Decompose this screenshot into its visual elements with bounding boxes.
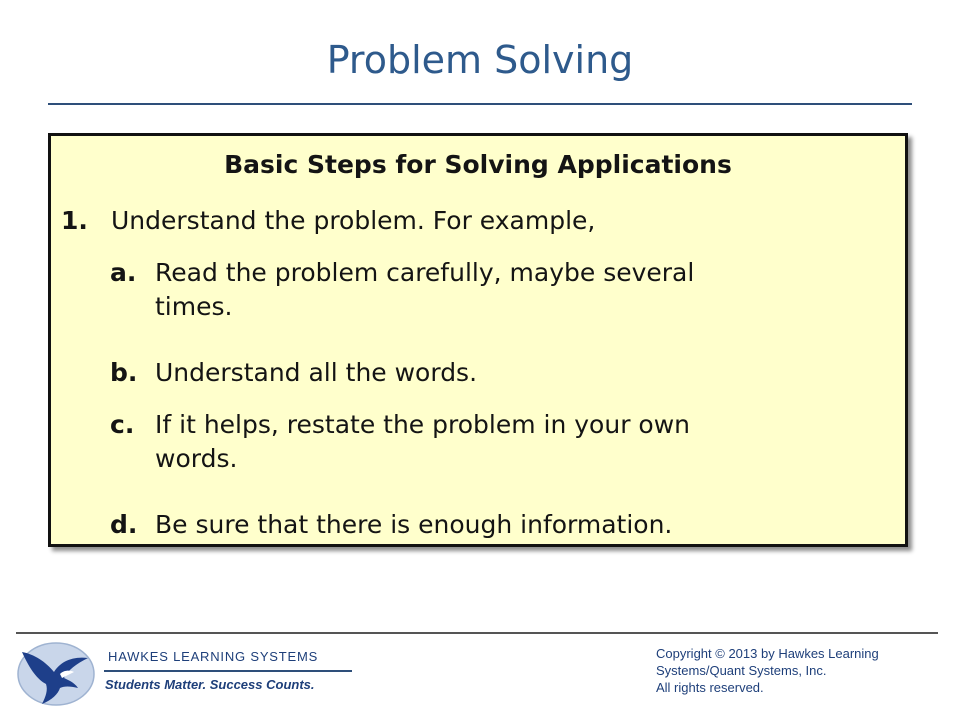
box-heading: Basic Steps for Solving Applications bbox=[224, 150, 732, 179]
copyright-line-1: Copyright © 2013 by Hawkes Learning bbox=[656, 646, 879, 661]
step-1 bbox=[61, 204, 881, 238]
brand-divider bbox=[104, 670, 352, 672]
brand-name: HAWKES LEARNING SYSTEMS bbox=[108, 649, 319, 664]
substep-d bbox=[110, 508, 890, 542]
slide-title: Problem Solving bbox=[326, 38, 634, 82]
substep-b bbox=[110, 356, 890, 390]
substep-a bbox=[110, 256, 890, 324]
substep-b-line-1: Understand all the words. bbox=[155, 358, 478, 387]
step-1-number: 1. bbox=[61, 206, 88, 235]
substep-c-letter: c. bbox=[110, 410, 135, 439]
substep-a-letter: a. bbox=[110, 258, 137, 287]
copyright-notice bbox=[656, 645, 946, 696]
hawk-logo-icon bbox=[16, 640, 96, 708]
substep-c-line-2: words. bbox=[155, 444, 238, 473]
substep-b-letter: b. bbox=[110, 358, 138, 387]
substep-d-line-1: Be sure that there is enough information. bbox=[155, 510, 673, 539]
brand-tagline: Students Matter. Success Counts. bbox=[105, 677, 315, 692]
substep-a-line-1: Read the problem carefully, maybe several bbox=[155, 258, 695, 287]
step-1-text: Understand the problem. For example, bbox=[111, 206, 596, 235]
footer-divider bbox=[16, 632, 938, 634]
substep-a-line-2: times. bbox=[155, 292, 233, 321]
substep-c-line-1: If it helps, restate the problem in your own bbox=[155, 410, 691, 439]
copyright-line-3: All rights reserved. bbox=[656, 680, 764, 695]
steps-box bbox=[48, 133, 908, 547]
substep-d-letter: d. bbox=[110, 510, 138, 539]
title-divider bbox=[48, 103, 912, 105]
copyright-line-2: Systems/Quant Systems, Inc. bbox=[656, 663, 827, 678]
substep-c bbox=[110, 408, 890, 476]
